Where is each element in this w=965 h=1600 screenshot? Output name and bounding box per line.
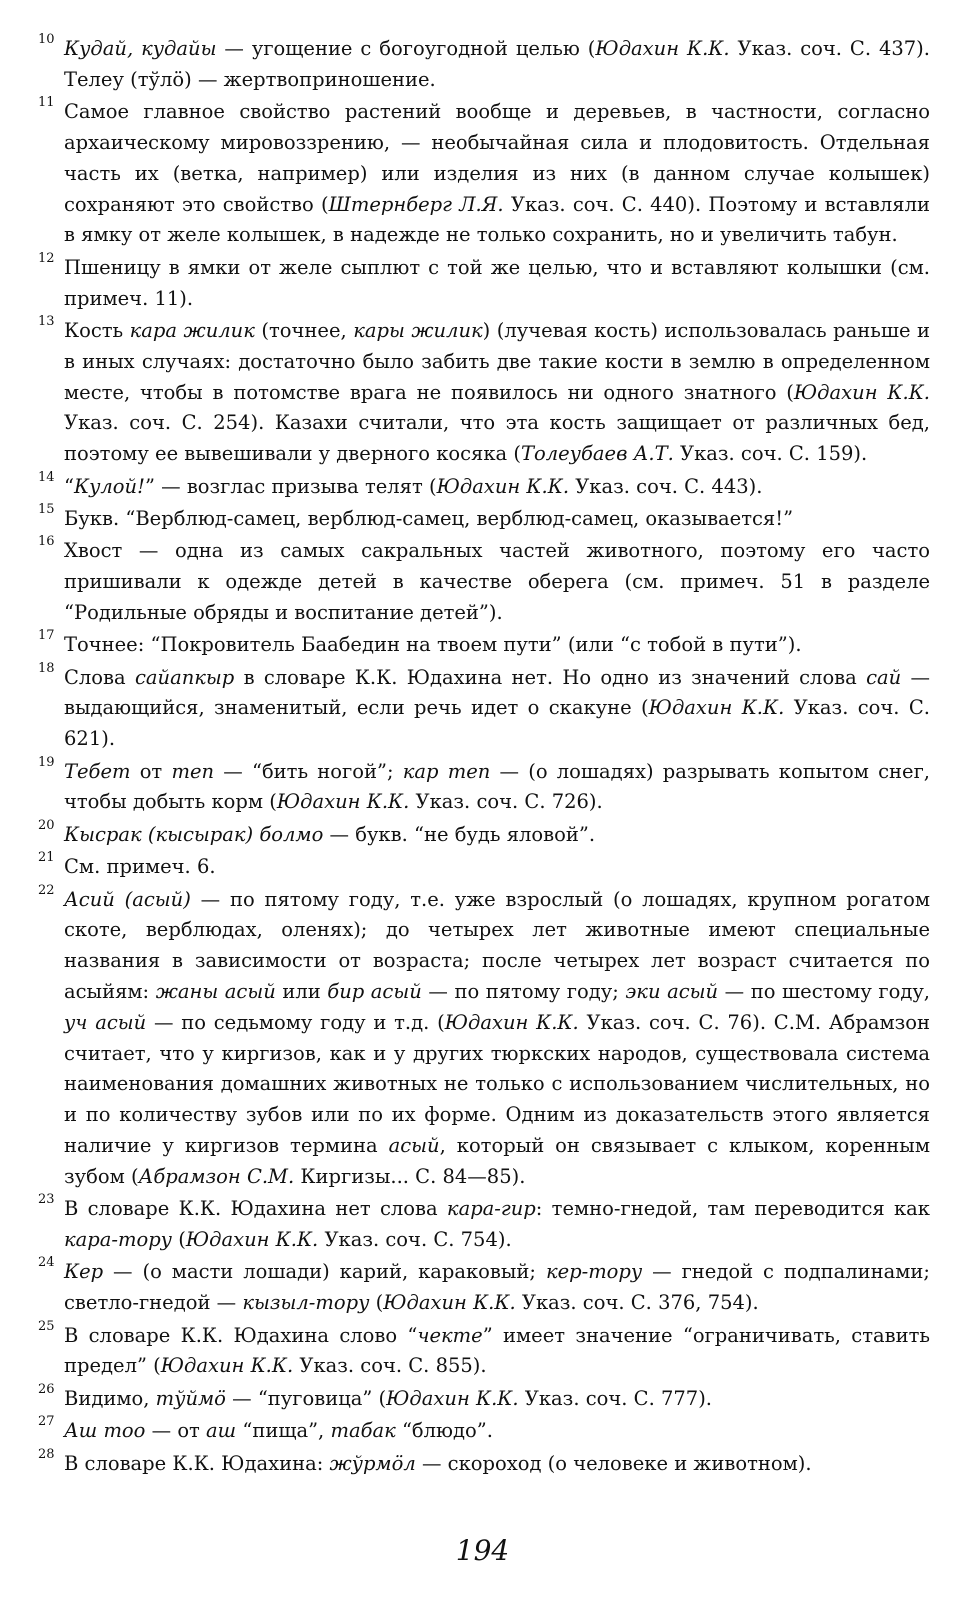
italic-text: Юдахин К.К. — [793, 380, 930, 404]
italic-text: тўймö — [155, 1386, 226, 1410]
footnote-number: 23 — [38, 1192, 55, 1208]
footnote-text: — “бить ногой”; — [214, 759, 403, 783]
footnote-text: ( — [369, 1291, 384, 1315]
italic-text: Кысрак (кысырак) болмо — [64, 822, 324, 846]
italic-text: Юдахин К.К. — [160, 1354, 294, 1378]
footnote-number: 26 — [38, 1381, 55, 1397]
footnote-number: 27 — [38, 1414, 55, 1430]
footnote-number: 21 — [38, 850, 55, 866]
footnote-23 — [30, 1194, 930, 1256]
italic-text: кара-тору — [64, 1228, 172, 1251]
footnote-18 — [30, 660, 931, 755]
footnote-text: — гнедой с подпалинами; светло-гнедой — — [64, 1260, 930, 1315]
italic-text: кары жилик — [353, 318, 483, 342]
footnote-17 — [30, 630, 930, 661]
footnote-19 — [30, 754, 931, 819]
footnote-number: 19 — [38, 754, 55, 770]
footnote-text: Указ. соч. С. 754). — [318, 1228, 512, 1251]
italic-text: уч асый — [64, 1010, 147, 1034]
footnote-15 — [30, 501, 930, 535]
italic-text: Юдахин К.К. — [595, 37, 730, 60]
footnote-text: — по шестому году, — [718, 980, 930, 1004]
footnote-text: : темно-гнедой, там переводится как — [535, 1197, 930, 1221]
italic-text: Штернберг Л.Я. — [328, 192, 504, 216]
footnote-text: ( — [172, 1228, 186, 1251]
italic-text: чекте — [417, 1323, 483, 1347]
footnote-text: в словаре К.К. Юдахина нет. Но одно из значений слова — [234, 665, 867, 689]
footnote-text: — букв. “не будь яловой”. — [323, 822, 596, 846]
italic-text: Абрамзон С.М. — [138, 1164, 295, 1188]
footnote-text: — угощение с богоугодной целью ( — [216, 37, 596, 60]
italic-text: кар теп — [402, 759, 491, 783]
footnote-text: — (о лошадях) разрывать копытом снег, чтобы добыть корм ( — [64, 759, 931, 814]
footnote-text: — скороход (о человеке и животном). — [415, 1451, 812, 1475]
italic-text: асый — [388, 1134, 440, 1158]
italic-text: теп — [171, 759, 215, 783]
italic-text: кара жилик — [129, 318, 255, 342]
footnote-number: 22 — [38, 882, 55, 898]
footnote-27 — [30, 1416, 930, 1447]
footnote-number: 20 — [38, 817, 55, 833]
italic-text: бир асый — [327, 980, 422, 1004]
footnote-number: 14 — [38, 469, 55, 485]
footnote-text: ” — возглас призыва телят ( — [144, 474, 437, 498]
footnote-number: 25 — [38, 1318, 55, 1334]
footnote-10 — [30, 34, 930, 96]
italic-text: Юдахин К.К. — [436, 474, 570, 498]
footnote-text: Видимо, — [64, 1386, 156, 1410]
footnote-text: или — [275, 980, 328, 1004]
italic-text: Тебет — [64, 759, 131, 783]
footnote-text: Указ. соч. С. 76). С.М. Абрамзон считает, что у киргизов, как и у других тюркских народов, существовала система наименования домашних животных не только с использованием числительных, но и по количеству зубов или по их форме. Одним из доказательств этого является наличие у киргизов термина — [64, 1010, 931, 1158]
italic-text: Юдахин К.К. — [185, 1228, 319, 1251]
footnote-text: Киргизы... С. 84—85). — [294, 1164, 526, 1188]
italic-text: жўрмöл — [329, 1451, 416, 1475]
footnote-text: “блюдо”. — [395, 1419, 493, 1443]
footnote-number: 12 — [38, 250, 55, 266]
italic-text: табак — [330, 1419, 396, 1443]
italic-text: Кулой! — [73, 474, 145, 498]
footnote-text: “пища”, — [236, 1419, 331, 1443]
footnote-text: Указ. соч. С. 376, 754). — [515, 1291, 759, 1315]
footnote-text: , который он связывает с клыком, коренным зубом ( — [64, 1134, 930, 1188]
italic-text: Толеубаев А.Т. — [520, 442, 674, 466]
footnote-text: Самое главное свойство растений вообще и деревьев, в частности, согласно архаическому мировоззрению, — необычайная сила и плодовитость. Отдельная часть их (ветка, например) или изделия из них (в данном случае колышек) сохраняют это свойство ( — [64, 100, 930, 216]
footnote-text: — по пятому году, т.е. уже взрослый (о лошадях, крупном рогатом скоте, верблюдах, оленях); до четырех лет животные имеют специальные названия в зависимости от возраста; после четырех лет возраст считается по асыйям: — [64, 887, 930, 1004]
footnote-22 — [30, 882, 931, 1193]
footnote-number: 16 — [38, 534, 55, 550]
italic-text: Асий (асый) — [64, 887, 191, 911]
footnote-text: В словаре К.К. Юдахина: — [64, 1451, 330, 1475]
footnote-text: ) (лучевая кость) использовалась раньше и в иных случаях: достаточно было забить две такие кости в землю в определенном месте, чтобы в потомстве врага не появилось ни одного знатного ( — [64, 318, 931, 404]
footnote-text: Указ. соч. С. 621). — [64, 696, 930, 751]
footnote-text: “ — [64, 474, 74, 498]
footnote-text: ” имеет значение “ограничивать, ставить предел” ( — [64, 1323, 930, 1378]
footnote-text: Букв. “Верблюд-самец, верблюд-самец, верблюд-самец, оказывается!” — [64, 506, 794, 530]
footnote-11 — [30, 97, 930, 251]
footnote-12 — [30, 250, 930, 315]
footnote-16 — [30, 536, 930, 628]
footnote-text: В словаре К.К. Юдахина слово “ — [64, 1323, 418, 1347]
footnote-14 — [30, 469, 930, 503]
page-number: 194 — [455, 1534, 510, 1567]
footnote-21 — [30, 852, 930, 883]
footnote-text: Указ. соч. С. 254). Казахи считали, что эта кость защищает от различных бед, поэтому ее вывешивали у дверного косяка ( — [64, 411, 930, 466]
footnote-text: Точнее: “Покровитель Баабедин на твоем пути” (или “с тобой в пути”). — [64, 633, 802, 657]
footnote-text: Указ. соч. С. 855). — [293, 1354, 487, 1378]
italic-text: Кудай, кудайы — [64, 37, 217, 60]
footnote-number: 15 — [38, 501, 55, 517]
italic-text: жаны асый — [155, 980, 276, 1004]
footnotes-list — [30, 34, 930, 1481]
footnote-25 — [30, 1318, 930, 1383]
footnote-text: — “пуговица” ( — [225, 1386, 387, 1410]
footnote-text: Хвост — одна из самых сакральных частей животного, поэтому его часто пришивали к одежде детей в качестве оберега (см. примеч. 51 в разделе “Родильные обряды и воспитание детей”). — [64, 539, 930, 624]
footnote-13 — [30, 313, 931, 470]
footnote-text: — по пятому году; — [421, 980, 626, 1004]
footnote-text: Слова — [64, 665, 135, 689]
italic-text: Юдахин К.К. — [444, 1010, 579, 1034]
footnote-text: См. примеч. 6. — [64, 855, 216, 879]
footnote-text: — выдающийся, знаменитый, если речь идет о скакуне ( — [64, 665, 931, 720]
italic-text: кызыл-тору — [242, 1291, 370, 1315]
footnote-24 — [30, 1257, 930, 1319]
italic-text: Аш тоо — [64, 1419, 146, 1443]
footnote-text: — (о масти лошади) карий, караковый; — [103, 1260, 546, 1284]
italic-text: Кер — [64, 1260, 104, 1284]
footnote-text: Указ. соч. С. 440). Поэтому и вставляли в ямку от желе колышек, в надежде не только сохранить, но и увеличить табун. — [64, 192, 930, 247]
footnote-number: 24 — [38, 1255, 55, 1271]
footnote-text: Указ. соч. С. 159). — [673, 442, 868, 466]
italic-text: Юдахин К.К. — [383, 1291, 516, 1315]
footnote-text: Указ. соч. С. 726). — [409, 790, 603, 814]
footnote-text: Кость — [64, 318, 130, 342]
footnote-text: — от — [145, 1419, 207, 1443]
italic-text: сай — [866, 665, 902, 689]
footnote-number: 11 — [38, 95, 55, 111]
footnote-text: от — [130, 759, 172, 783]
italic-text: аш — [206, 1419, 237, 1443]
footnote-text: — по седьмому году и т.д. ( — [146, 1010, 445, 1034]
footnote-text: Указ. соч. С. 437). Телеу (тўлö) — жертвоприношение. — [64, 37, 930, 91]
footnote-text: В словаре К.К. Юдахина нет слова — [64, 1197, 447, 1221]
footnote-number: 10 — [38, 32, 55, 47]
footnote-number: 28 — [38, 1446, 55, 1462]
footnote-text: (точнее, — [254, 318, 354, 342]
italic-text: эки асый — [625, 980, 719, 1004]
footnote-28 — [30, 1446, 930, 1480]
footnote-number: 18 — [38, 660, 55, 676]
footnote-number: 13 — [38, 313, 55, 329]
italic-text: кара-гир — [446, 1197, 536, 1221]
footnote-26 — [30, 1381, 930, 1415]
italic-text: кер-тору — [545, 1260, 643, 1284]
italic-text: сайапкыр — [134, 665, 235, 689]
italic-text: Юдахин К.К. — [276, 790, 410, 814]
italic-text: Юдахин К.К. — [386, 1386, 519, 1410]
footnote-text: Указ. соч. С. 777). — [518, 1386, 713, 1410]
footnote-number: 17 — [38, 628, 55, 644]
italic-text: Юдахин К.К. — [648, 696, 785, 720]
footnote-20 — [30, 817, 930, 851]
footnote-text: Пшеницу в ямки от желе сыплют с той же целью, что и вставляют колышки (см. примеч. 11). — [64, 255, 930, 310]
footnote-text: Указ. соч. С. 443). — [569, 474, 763, 498]
